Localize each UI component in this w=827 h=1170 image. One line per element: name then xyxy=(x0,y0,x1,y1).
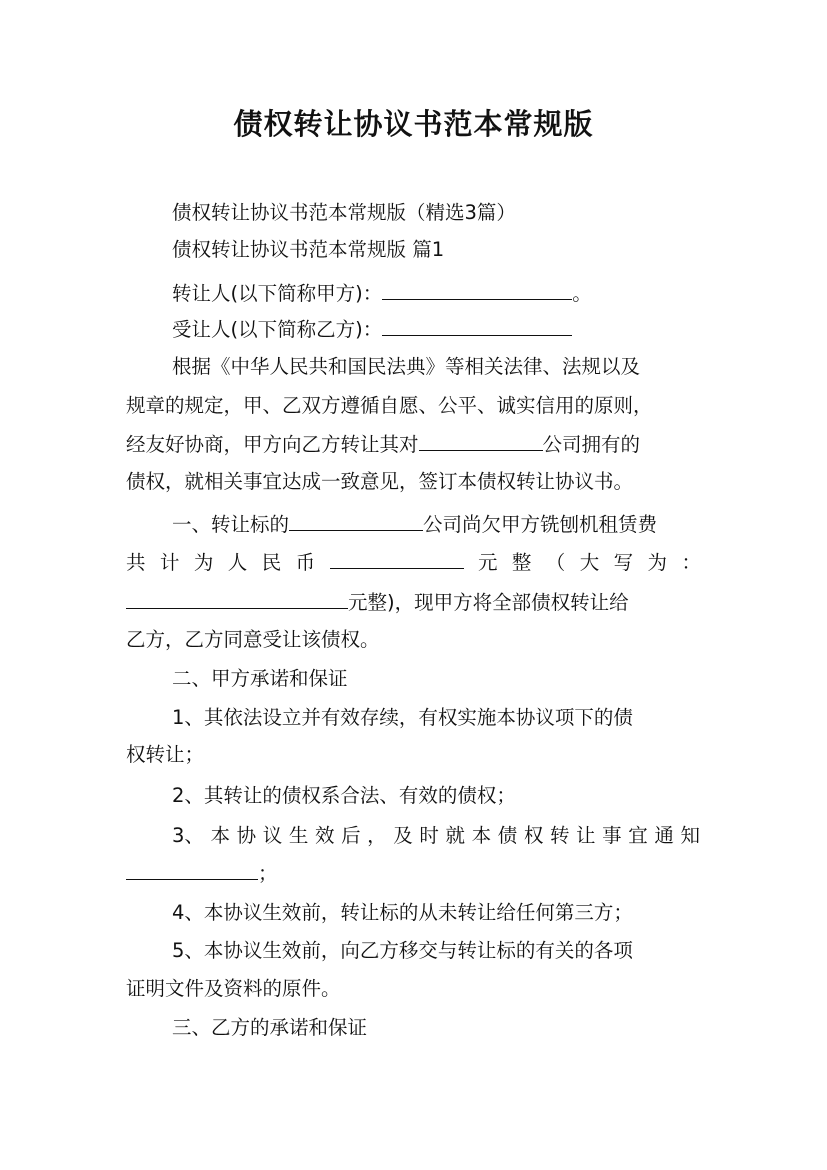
section-heading: 债权转让协议书范本常规版 篇1 xyxy=(172,238,445,261)
char: 议 xyxy=(262,824,283,847)
char: ， xyxy=(367,824,387,847)
transferee-blank xyxy=(382,317,572,336)
clause1-line-1-b: 公司尚欠甲方铣刨机租赁费 xyxy=(423,513,658,536)
char: 写 xyxy=(613,551,634,574)
clause2-item2: 2、其转让的债权系合法、有效的债权； xyxy=(172,784,516,807)
char: 为 xyxy=(193,551,214,574)
clause2-item1-line-1: 1、其依法设立并有效存续，有权实施本协议项下的债 xyxy=(172,706,633,729)
char: 时 xyxy=(419,824,439,847)
char: 3、 xyxy=(172,824,204,847)
transferor-blank xyxy=(382,281,572,300)
intro-line-1: 根据《中华人民共和国民法典》等相关法律、法规以及 xyxy=(172,355,641,378)
char: 让 xyxy=(576,824,596,847)
char: 币 xyxy=(295,551,316,574)
clause1-line-3 xyxy=(126,590,629,615)
transferor-label: 转让人(以下简称甲方)： xyxy=(172,282,383,305)
char: 债 xyxy=(497,824,518,847)
char: 事 xyxy=(602,824,622,847)
clause1-line-1 xyxy=(172,512,657,537)
clause2-item3-line-1 xyxy=(172,824,700,848)
char: 大 xyxy=(579,551,600,574)
company-blank xyxy=(419,432,543,451)
char: 为 xyxy=(647,551,668,574)
char: 生 xyxy=(288,824,309,847)
char: 协 xyxy=(236,824,257,847)
char: 计 xyxy=(159,551,180,574)
debtor-blank xyxy=(289,512,423,531)
transferor-end: 。 xyxy=(572,282,592,305)
char: 元 xyxy=(477,551,498,574)
char: 通 xyxy=(654,824,674,847)
char: 共 xyxy=(126,551,146,574)
document-title: 债权转让协议书范本常规版 xyxy=(233,107,594,141)
clause1-line-4: 乙方，乙方同意受让该债权。 xyxy=(126,628,380,651)
transferee-line xyxy=(172,317,572,342)
char: 民 xyxy=(261,551,282,574)
char: 整 xyxy=(511,551,532,574)
intro-line-2: 规章的规定，甲、乙双方遵循自愿、公平、诚实信用的原则， xyxy=(126,394,653,417)
clause2-item5-line-2: 证明文件及资料的原件。 xyxy=(126,977,341,1000)
char: 及 xyxy=(393,824,413,847)
char: 就 xyxy=(445,824,466,847)
char: 权 xyxy=(523,824,544,847)
clause2-item5-line-1: 5、本协议生效前，向乙方移交与转让标的有关的各项 xyxy=(172,939,633,962)
clause1-line-3-b: 元整)，现甲方将全部债权转让给 xyxy=(348,591,629,614)
clause3-heading: 三、乙方的承诺和保证 xyxy=(172,1016,368,1039)
clause2-item3-line-2 xyxy=(126,861,278,886)
clause1-line-1-a: 一、转让标的 xyxy=(172,513,290,536)
intro-line-3 xyxy=(126,432,640,457)
clause2-item1-line-2: 权转让； xyxy=(126,743,205,766)
char: 宜 xyxy=(628,824,648,847)
char: 效 xyxy=(314,824,335,847)
char: 本 xyxy=(210,824,231,847)
clause1-line-2 xyxy=(126,550,701,575)
clause2-heading: 二、甲方承诺和保证 xyxy=(172,667,348,690)
char: （ xyxy=(545,551,566,574)
char: 后 xyxy=(341,824,361,847)
clause2-item4: 4、本协议生效前，转让标的从未转让给任何第三方； xyxy=(172,901,633,924)
char: 本 xyxy=(471,824,492,847)
intro-line-3-b: 公司拥有的 xyxy=(542,433,641,456)
subtitle: 债权转让协议书范本常规版（精选3篇） xyxy=(172,201,516,224)
transferee-label: 受让人(以下简称乙方)： xyxy=(172,318,383,341)
transferor-line xyxy=(172,281,592,306)
intro-line-3-a: 经友好协商，甲方向乙方转让其对 xyxy=(126,433,419,456)
char: 知 xyxy=(680,824,700,847)
char: ： xyxy=(681,551,701,574)
char: 转 xyxy=(549,824,570,847)
intro-line-4: 债权，就相关事宜达成一致意见，签订本债权转让协议书。 xyxy=(126,470,634,493)
amount-blank xyxy=(330,550,464,569)
char: 人 xyxy=(227,551,248,574)
clause2-item3-end: ； xyxy=(258,862,278,885)
amount-words-blank xyxy=(126,590,348,609)
notify-blank xyxy=(126,861,258,880)
